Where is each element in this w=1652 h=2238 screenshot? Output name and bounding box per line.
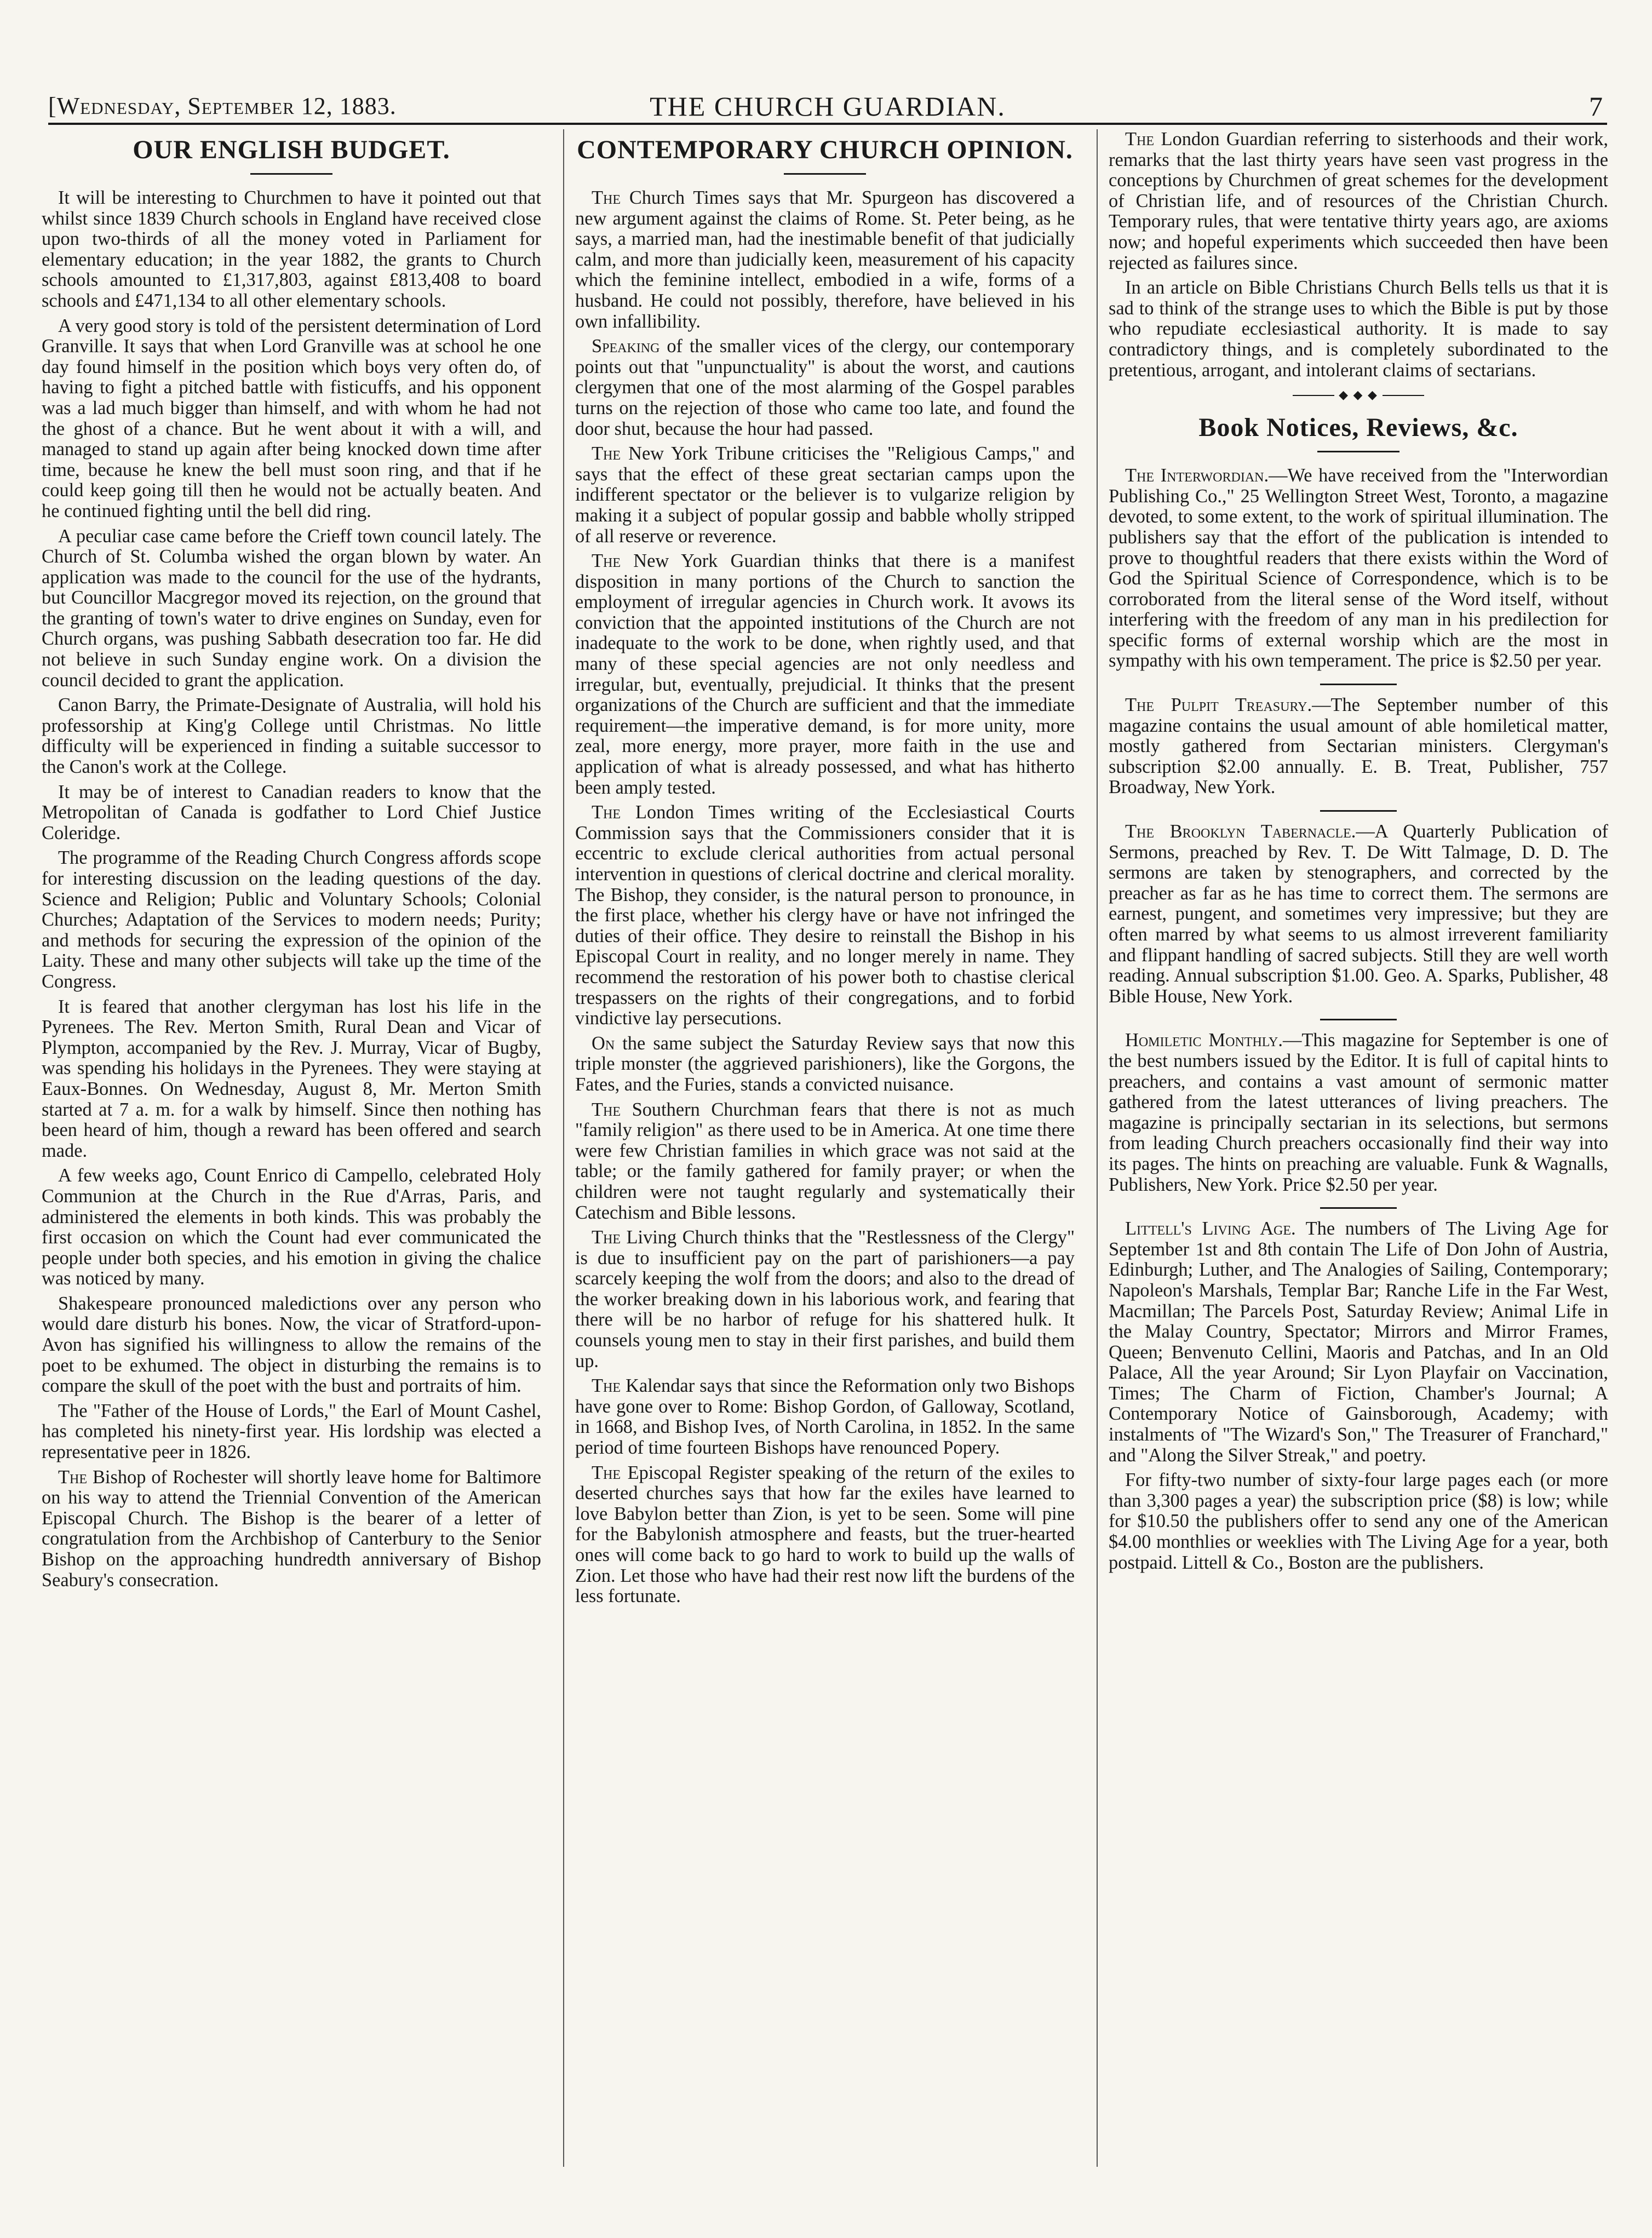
section-heading: OUR ENGLISH BUDGET. (133, 135, 450, 164)
article-body (575, 188, 1075, 1607)
column-divider (1097, 129, 1098, 2167)
review-item: Littell's Living Age. The numbers of The Living Age for September 1st and 8th contain The Life of Don John of Austria, Edinburgh; Luther, and The Analogies of Sailing, Contemporary; Napoleon's Marshals, Templar Bar; Ranche Life in the Far West, Macmillan; The Parcels Post, Saturday Review; Animal Life in the Malay Country, Spectator; Mirrors and Mirror Frames, Queen; Benvenuto Cellini, Maoris and Patchas, and In an Old Palace, All the year Around; Sir Lyon Playfair on Vaccination, Times; The Charm of Fiction, Chamber's Journal; A Contemporary Notice of Gainsborough, Academy; with instalments of "The Wizard's Son," The Treasurer of Franchard," and "Along the Silver Streak," and poetry. (1109, 1218, 1608, 1466)
paragraph: The Bishop of Rochester will shortly leave home for Baltimore on his way to attend the Triennial Convention of the American Episcopal Church. The Bishop is the bearer of a letter of congratulation from the Archbishop of Canterbury to the Senior Bishop on the approaching hundredth anniversary of Bishop Seabury's consecration. (42, 1466, 541, 1591)
ornament-divider (1293, 388, 1424, 401)
review-divider (1320, 1207, 1397, 1209)
column-divider (563, 129, 564, 2167)
paragraph: The Southern Churchman fears that there is not as much "family religion" as there used to be in America. At one time there were few Christian families in which grace was not said at the table; or the family gathered for family prayer; or when the children were not taught regularly and systematically their Catechism and Bible lessons. (575, 1099, 1075, 1223)
paragraph: It may be of interest to Canadian readers to know that the Metropolitan of Canada is godfather to Lord Chief Justice Coleridge. (42, 781, 541, 843)
column-english-budget (42, 129, 541, 2189)
paragraph: Speaking of the smaller vices of the clergy, our contemporary points out that "unpunctuality" is about the worst, and cautions clergymen that one of the most alarming of the Gospel parables turns on the rejection of those who came too late, and found the door shut, because the hour had passed. (575, 336, 1075, 439)
article-body (1109, 129, 1608, 381)
paragraph: The London Guardian referring to sisterhoods and their work, remarks that the last thirty years have seen vast progress in the conceptions by Churchmen of great schemes for the development of Christian life, and of resources of the Christian Church. Temporary rules, that were tentative thirty years ago, are axioms now; and hopeful experiments which succeeded then have been rejected as failures since. (1109, 129, 1608, 273)
paragraph: The London Times writing of the Ecclesiastical Courts Commission says that the Commissioners consider that it is eccentric to exclude clerical authorities from actual personal intervention in questions of clerical doctrine and clerical morality. The Bishop, they consider, is the natural person to pronounce, in the first place, whether his clergy have or have not infringed the duties of their office. They desire to reinstall the Bishop in his Episcopal Court in reality, and no longer merely in name. They recommend the restoration of his power both to chastise clerical trespassers on the rights of their congregations, and to forbid vindictive lay persecutions. (575, 802, 1075, 1029)
review-item: For fifty-two number of sixty-four large pages each (or more than 3,300 pages a year) the subscription price ($8) is low; while for $10.50 the publishers offer to send any one of the American $4.00 monthlies or weeklies with The Living Age for a year, both postpaid. Littell & Co., Boston are the publishers. (1109, 1470, 1608, 1573)
newspaper-title: THE CHURCH GUARDIAN. (650, 91, 1006, 122)
paragraph: A very good story is told of the persistent determination of Lord Granville. It says that when Lord Granville was at school he one day found himself in the position which boys very often do, of having to fight a pitched battle with fisticuffs, and his opponent was a lad much bigger than himself, and with whom he had not the ghost of a chance. But he went about it with a will, and managed to stand up again after being knocked down time after time, because he knew the bell must soon ring, and that if he could keep going till then he would not be actually beaten. And he continued fighting until the bell did ring. (42, 315, 541, 521)
paragraph: A few weeks ago, Count Enrico di Campello, celebrated Holy Communion at the Church in the Rue d'Arras, Paris, and administered the elements in both kinds. This was probably the first occasion on which the Count had ever communicated the people under both species, and his emotion in giving the chalice was noticed by many. (42, 1165, 541, 1289)
review-item: Homiletic Monthly.—This magazine for September is one of the best numbers issued by the Editor. It is full of capital hints to preachers, and contains a vast amount of sermonic matter gathered from the latest utterances of living preachers. The magazine is principally sectarian in its selections, but sermons from leading Church preachers occasionally find their way into its pages. The hints on preaching are valuable. Funk & Wagnalls, Publishers, New York. Price $2.50 per year. (1109, 1030, 1608, 1195)
article-body (42, 188, 541, 1591)
review-divider (1320, 684, 1397, 685)
paragraph: The New York Guardian thinks that there is a manifest disposition in many portions of the Church to sanction the employment of irregular agencies in Church work. It avows its conviction that the appointed institutions of the Church are not inadequate to the work to be done, when rightly used, and that many of these special agencies are not only needless and irregular, but, eventually, prejudicial. It thinks that the present organizations of the Church are sufficient and that the immediate requirement—the imperative demand, is for more unity, more zeal, more energy, more prayer, more faith in the use and application of what is already possessed, and what has hitherto been amply tested. (575, 550, 1075, 798)
masthead (48, 92, 1607, 125)
paragraph: Canon Barry, the Primate-Designate of Australia, will hold his professorship at King'g College until Christmas. No little difficulty will be experienced in finding a suitable successor to the Canon's work at the College. (42, 695, 541, 778)
paragraph: The "Father of the House of Lords," the Earl of Mount Cashel, has completed his ninety-first year. His lordship was elected a representative peer in 1826. (42, 1400, 541, 1463)
paragraph: It will be interesting to Churchmen to have it pointed out that whilst since 1839 Church schools in England have received close upon two-thirds of all the money voted in Parliament for elementary education; in the year 1882, the grants to Church schools amounted to £1,317,803, against £813,408 to board schools and £471,134 to all other elementary schools. (42, 187, 541, 311)
issue-date: [Wednesday, September 12, 1883. (48, 93, 397, 119)
paragraph: The programme of the Reading Church Congress affords scope for interesting discussion on the leading questions of the day. Science and Religion; Public and Voluntary Schools; Colonial Churches; Adaptation of the Services to modern needs; Purity; and methods for securing the expression of the opinion of the Laity. These and many other subjects will take up the time of the Congress. (42, 847, 541, 992)
heading-rule (250, 173, 332, 175)
reviews-body (1109, 466, 1608, 1573)
section-heading: CONTEMPORARY CHURCH OPINION. (577, 135, 1073, 164)
heading-rule (784, 173, 866, 175)
paragraph: The Church Times says that Mr. Spurgeon has discovered a new argument against the claims of Rome. St. Peter being, as he says, a married man, had the inestimable benefit of that judicially calm, and more than judicially keen, measurement of his capacity which the feminine intellect, embodied in a wife, forms of a husband. He could not possibly, therefore, have believed in his own infallibility. (575, 187, 1075, 332)
column-book-notices (1109, 129, 1608, 2189)
ornament-icon: ◆ ◆ ◆ (1334, 388, 1383, 401)
paragraph: The New York Tribune criticises the "Religious Camps," and says that the effect of these great sectarian camps upon the indifferent spectator or the believer is to vulgarize religion by making it a subject of popular gossip and babble wholly stripped of all reserve or reverence. (575, 443, 1075, 547)
paragraph: On the same subject the Saturday Review says that now this triple monster (the aggrieved parishioners), like the Gorgons, the Fates, and the Furies, stands a convicted nuisance. (575, 1032, 1075, 1095)
paragraph: The Episcopal Register speaking of the return of the exiles to deserted churches says that how far the exiles have learned to love Babylon better than Zion, is yet to be seen. Some will pine for the Babylonish atmosphere and feasts, but the truer-hearted ones will come back to go hard to work to build up the walls of Zion. Let those who have had their rest now lift the burdens of the less fortunate. (575, 1462, 1075, 1607)
heading-rule (1317, 451, 1399, 452)
page-number: 7 (1589, 91, 1603, 122)
section-heading: Book Notices, Reviews, &c. (1198, 413, 1518, 443)
column-contemporary-opinion (575, 129, 1075, 2189)
review-divider (1320, 810, 1397, 812)
paragraph: A peculiar case came before the Crieff town council lately. The Church of St. Columba wished the organ blown by water. An application was made to the council for the use of the hydrants, but Councillor Macgregor moved its rejection, on the ground that the granting of town's water to drive engines on Sunday, even for Church organs, was pushing Sabbath desecration too far. He did not believe in such Sunday engine work. On a division the council decided to grant the application. (42, 525, 541, 691)
review-item: The Brooklyn Tabernacle.—A Quarterly Publication of Sermons, preached by Rev. T. De Witt Talmage, D. D. The sermons are taken by stenographers, and corrected by the preacher as far as he has time to correct them. The sermons are earnest, pungent, and sometimes very impressive; but they are often marred by what seems to us almost irreverent familiarity and flippant handling of sacred subjects. Still they are well worth reading. Annual subscription $1.00. Geo. A. Sparks, Publisher, 48 Bible House, New York. (1109, 821, 1608, 1007)
review-item: The Interwordian.—We have received from the "Interwordian Publishing Co.," 25 Wellington Street West, Toronto, a magazine devoted, to some extent, to the work of spiritual illumination. The publishers say that the effort of the publication is intended to prove to thoughtful readers that there exists within the Word of God the Spiritual Science of Correspondence, which is to be corroborated from the literal sense of the Word itself, without interfering with the freedom of any man in his predilection for specific forms of external worship which are the most in sympathy with his own temperament. The price is $2.50 per year. (1109, 465, 1608, 672)
review-divider (1320, 1019, 1397, 1020)
paragraph: Shakespeare pronounced maledictions over any person who would dare disturb his bones. Now, the vicar of Stratford-upon-Avon has signified his willingness to allow the remains of the poet to be exhumed. The object in disturbing the remains is to compare the skull of the poet with the bust and portraits of him. (42, 1293, 541, 1397)
paragraph: The Living Church thinks that the "Restlessness of the Clergy" is due to insufficient pay on the part of parishioners—a pay scarcely keeping the wolf from the doors; and also to the dread of the worker breaking down in his laborious work, and fearing that there will be no harbor of refuge for his shattered hulk. It counsels young men to stay in their first parishes, and build them up. (575, 1227, 1075, 1372)
paragraph: It is feared that another clergyman has lost his life in the Pyrenees. The Rev. Merton Smith, Rural Dean and Vicar of Plympton, accompanied by the Rev. J. Murray, Vicar of Bugby, was spending his holidays in the Pyrenees. They were staying at Eaux-Bonnes. On Wednesday, August 8, Mr. Merton Smith started at 7 a. m. for a walk by himself. Since then nothing has been heard of him, though a reward has been offered and search made. (42, 996, 541, 1161)
review-item: The Pulpit Treasury.—The September number of this magazine contains the usual amount of able homiletical matter, mostly gathered from Sectarian ministers. Clergyman's subscription $2.00 annually. E. B. Treat, Publisher, 757 Broadway, New York. (1109, 695, 1608, 798)
paragraph: The Kalendar says that since the Reformation only two Bishops have gone over to Rome: Bishop Gordon, of Galloway, Scotland, in 1668, and Bishop Ives, of North Carolina, in 1852. In the same period of time fourteen Bishops have renounced Popery. (575, 1375, 1075, 1459)
paragraph: In an article on Bible Christians Church Bells tells us that it is sad to think of the strange uses to which the Bible is put by those who repudiate ecclesiastical authority. It is made to say contradictory things, and is completely subordinated to the pretentious, arrogant, and intolerant claims of sectarians. (1109, 277, 1608, 381)
